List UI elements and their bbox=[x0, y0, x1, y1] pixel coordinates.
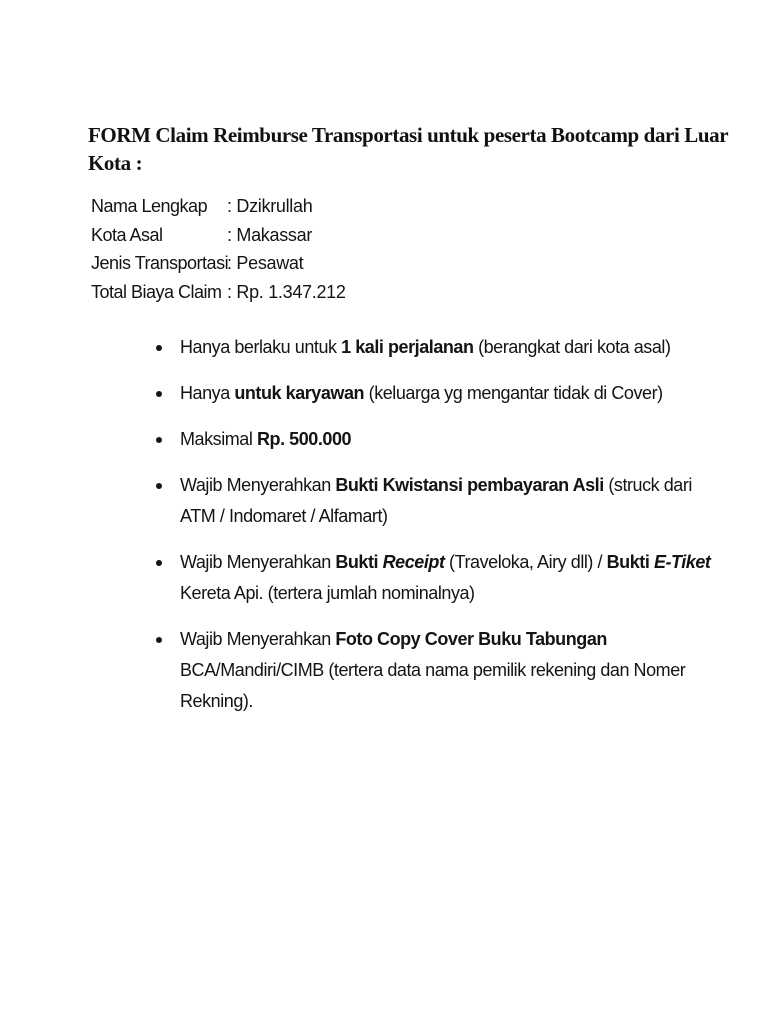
field-value-nama-lengkap: : Dzikrullah bbox=[227, 196, 313, 216]
requirement-1-bold: 1 kali perjalanan bbox=[341, 337, 474, 357]
field-row-total-biaya-claim bbox=[91, 278, 346, 307]
field-label-total-biaya-claim: Total Biaya Claim bbox=[91, 281, 222, 302]
field-value-kota-asal: : Makassar bbox=[227, 224, 313, 245]
bullet-icon bbox=[156, 483, 162, 489]
requirement-1-note: (berangkat dari kota asal) bbox=[473, 337, 671, 357]
requirement-5-note: (Traveloka, Airy dll) / bbox=[444, 552, 607, 572]
field-row-jenis-transportasi bbox=[91, 249, 346, 278]
requirement-6-bold: Foto Copy Cover Buku Tabungan bbox=[335, 629, 607, 649]
requirement-text-1 bbox=[180, 332, 716, 363]
requirement-item-1 bbox=[156, 332, 716, 363]
requirement-6-text: Wajib Menyerahkan bbox=[180, 629, 336, 649]
form-title-line-1: FORM Claim Reimburse Transportasi untuk peserta Bootcamp dari Luar bbox=[88, 123, 729, 147]
requirement-5-bold-italic: Receipt bbox=[382, 552, 445, 572]
requirement-5-note-line-2: Kereta Api. (tertera jumlah nominalnya) bbox=[180, 583, 475, 603]
requirement-text-6 bbox=[180, 624, 716, 717]
requirement-2-bold: untuk karyawan bbox=[234, 383, 365, 403]
field-label-jenis-transportasi: Jenis Transportasi bbox=[91, 253, 229, 273]
requirement-1-text: Hanya berlaku untuk bbox=[180, 337, 342, 357]
field-label-nama-lengkap: Nama Lengkap bbox=[91, 196, 208, 216]
requirement-5-text: Wajib Menyerahkan bbox=[180, 552, 336, 572]
requirement-text-4 bbox=[180, 470, 716, 532]
requirement-2-note: (keluarga yg mengantar tidak di Cover) bbox=[364, 383, 663, 403]
requirement-4-note: (struck dari bbox=[603, 475, 692, 495]
field-row-kota-asal bbox=[91, 221, 346, 250]
requirement-item-3 bbox=[156, 424, 716, 455]
requirement-4-text: Wajib Menyerahkan bbox=[180, 475, 336, 495]
requirement-item-6 bbox=[156, 624, 716, 717]
requirement-item-2 bbox=[156, 378, 716, 409]
requirement-text-2 bbox=[180, 378, 716, 409]
field-value-total-biaya-claim: : Rp. 1.347.212 bbox=[227, 281, 346, 302]
field-value-jenis-transportasi: : Pesawat bbox=[227, 253, 304, 273]
field-label-kota-asal: Kota Asal bbox=[91, 224, 163, 245]
requirement-4-bold: Bukti Kwistansi pembayaran Asli bbox=[335, 475, 604, 495]
requirement-5-bold-italic-2: E-Tiket bbox=[653, 552, 711, 572]
bullet-icon bbox=[156, 560, 162, 566]
requirement-5-bold-2: Bukti bbox=[606, 552, 654, 572]
bullet-icon bbox=[156, 345, 162, 351]
requirement-6-note-line-2: BCA/Mandiri/CIMB (tertera data nama pemilik rekening dan Nomer bbox=[180, 660, 686, 680]
requirement-text-3 bbox=[180, 424, 716, 455]
field-row-nama-lengkap bbox=[91, 192, 346, 221]
requirement-6-note-line-3: Rekning). bbox=[180, 691, 253, 711]
bullet-icon bbox=[156, 637, 162, 643]
form-title bbox=[88, 121, 729, 177]
requirement-4-note-line-2: ATM / Indomaret / Alfamart) bbox=[180, 506, 388, 526]
requirement-item-4 bbox=[156, 470, 716, 532]
requirement-3-bold: Rp. 500.000 bbox=[256, 429, 352, 449]
form-title-line-2: Kota : bbox=[88, 151, 143, 175]
requirement-item-5 bbox=[156, 547, 716, 609]
requirements-list bbox=[156, 332, 716, 717]
requirement-text-5 bbox=[180, 547, 716, 609]
requirement-3-text: Maksimal bbox=[180, 429, 257, 449]
bullet-icon bbox=[156, 437, 162, 443]
requirement-2-text: Hanya bbox=[180, 383, 235, 403]
requirement-5-bold: Bukti bbox=[335, 552, 383, 572]
bullet-icon bbox=[156, 391, 162, 397]
claimant-details bbox=[91, 192, 346, 306]
